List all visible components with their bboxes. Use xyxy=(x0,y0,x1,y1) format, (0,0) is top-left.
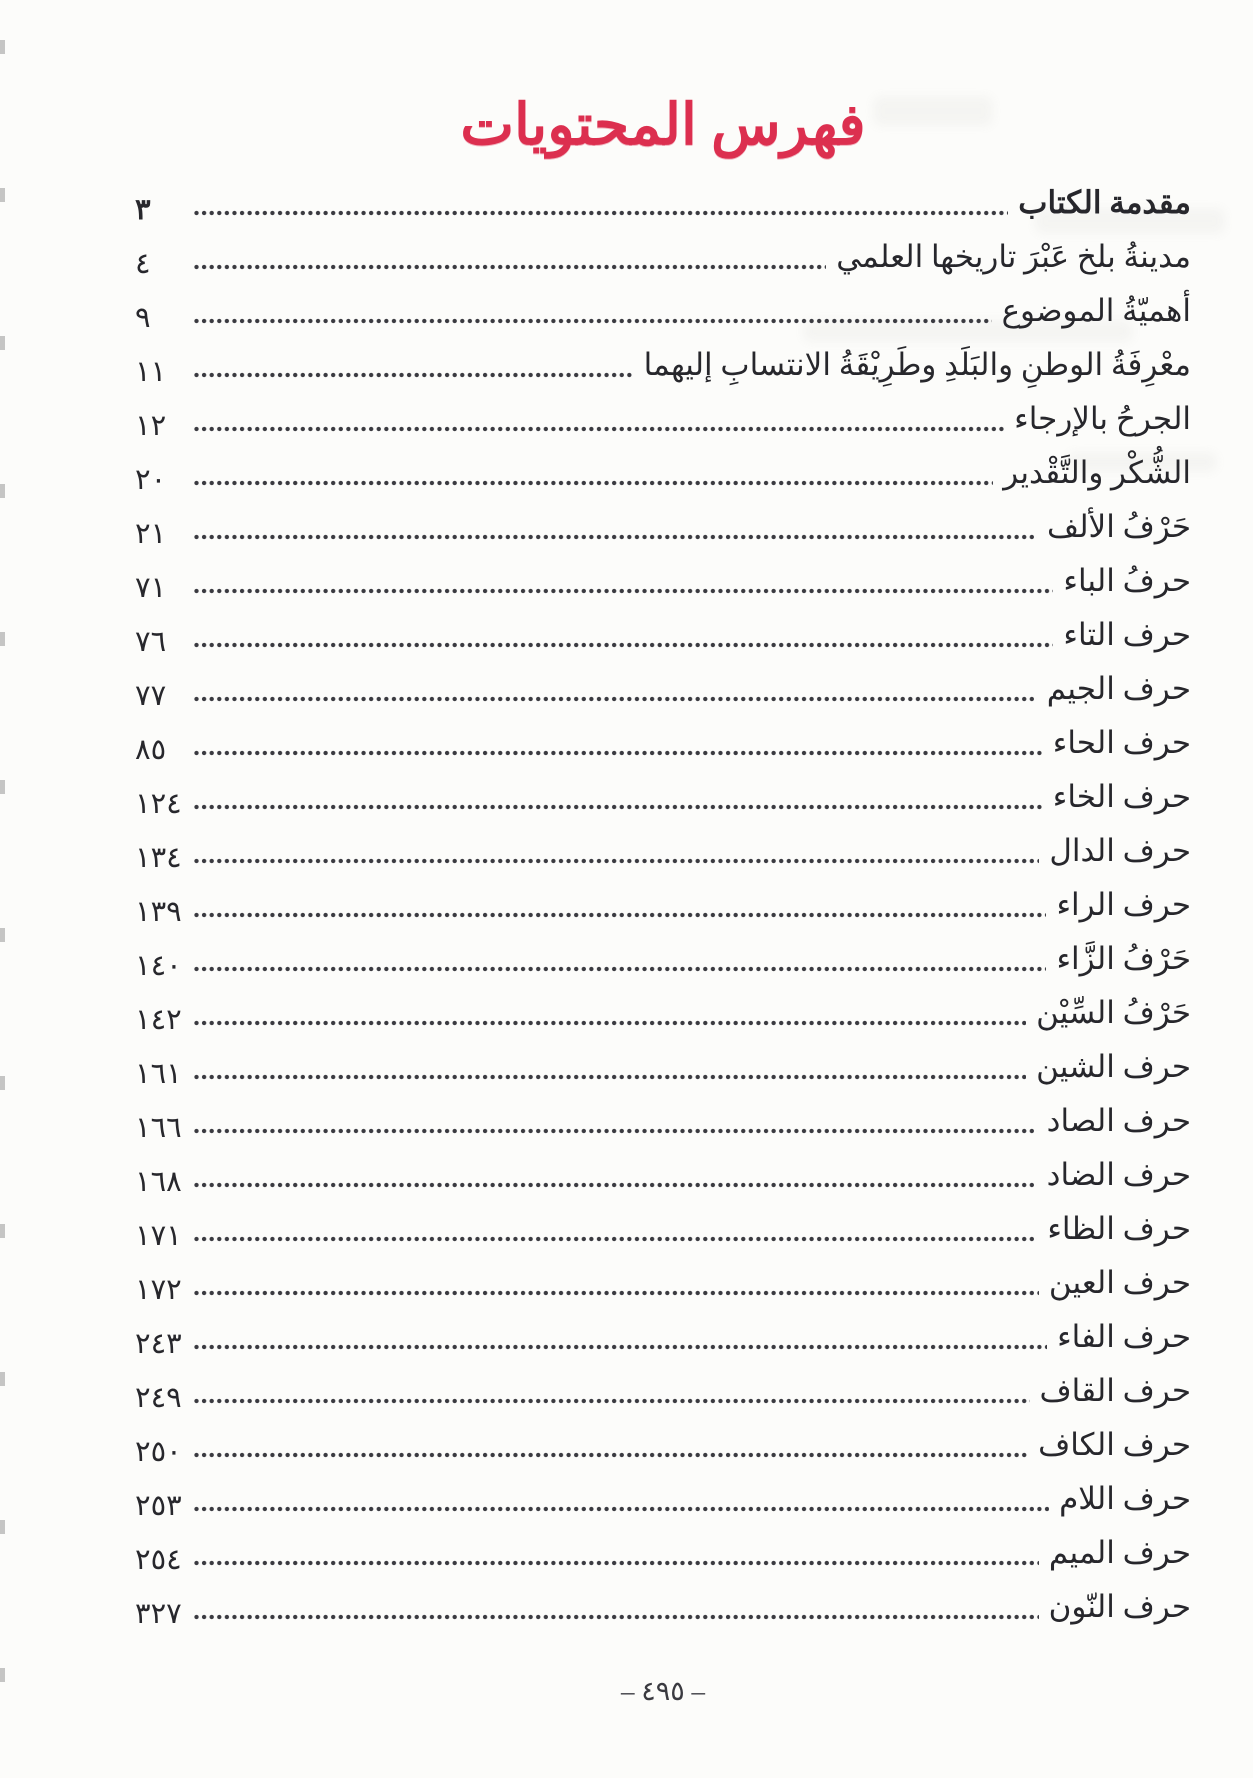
dotted-leader xyxy=(193,1234,1037,1244)
toc-entry-row xyxy=(135,986,1191,1040)
toc-entry-label: حرف العين xyxy=(1048,1265,1191,1300)
toc-entry-row xyxy=(135,338,1191,392)
toc-entry-label: حرف الدال xyxy=(1049,833,1191,868)
toc-entry-row xyxy=(135,932,1191,986)
dotted-leader xyxy=(193,910,1046,920)
toc-entry-page-number: ١٦٨ xyxy=(135,1165,182,1198)
toc-entry-label: أهميّةُ الموضوع xyxy=(1001,293,1191,328)
toc-entry-page-number: ٣٢٧ xyxy=(135,1597,182,1630)
toc-entry-row xyxy=(135,770,1191,824)
toc-entry-page-number: ٧٧ xyxy=(135,679,167,712)
dotted-leader xyxy=(193,532,1037,542)
toc-entry-label: حرف القاف xyxy=(1039,1373,1191,1408)
toc-entry-label: حرف الفاء xyxy=(1057,1319,1191,1354)
footer-page-number: – ٤٩٥ – xyxy=(620,1676,705,1706)
dotted-leader xyxy=(193,316,992,326)
toc-entry-row xyxy=(135,1310,1191,1364)
dotted-leader xyxy=(193,208,1008,218)
dotted-leader xyxy=(193,1342,1047,1352)
dotted-leader xyxy=(193,370,634,380)
dotted-leader xyxy=(193,1450,1028,1460)
dotted-leader xyxy=(193,802,1043,812)
toc-entry-row xyxy=(135,1418,1191,1472)
toc-entry-row xyxy=(135,284,1191,338)
toc-entry-row xyxy=(135,446,1191,500)
toc-entry-label: حرف التاء xyxy=(1063,617,1191,652)
toc-entry-page-number: ٢١ xyxy=(135,517,167,550)
toc-entry-label: حرف الحاء xyxy=(1052,725,1191,760)
toc-entry-page-number: ١٦٦ xyxy=(135,1111,182,1144)
toc-entry-page-number: ٩ xyxy=(135,301,151,334)
toc-entry-row xyxy=(135,176,1191,230)
toc-entry-label: مدينةُ بلخ عَبْرَ تاريخها العلمي xyxy=(836,239,1191,274)
dotted-leader xyxy=(193,586,1053,596)
toc-entry-label: حَرْفُ الزَّاء xyxy=(1056,941,1191,976)
toc-entry-page-number: ١٤٢ xyxy=(135,1003,182,1036)
toc-entry-row xyxy=(135,1364,1191,1418)
dotted-leader xyxy=(193,1504,1049,1514)
toc-entry-page-number: ٢٠ xyxy=(135,463,167,496)
toc-entry-row xyxy=(135,554,1191,608)
dotted-leader xyxy=(193,1126,1037,1136)
toc-entry-page-number: ٢٥٠ xyxy=(135,1435,182,1468)
toc-content xyxy=(135,0,1191,1634)
toc-entry-row xyxy=(135,1526,1191,1580)
toc-entry-page-number: ٧٦ xyxy=(135,625,167,658)
toc-entry-row xyxy=(135,1040,1191,1094)
dotted-leader xyxy=(193,748,1043,758)
dotted-leader xyxy=(193,694,1037,704)
toc-entry-row xyxy=(135,1148,1191,1202)
toc-entry-label: الشُّكْر والتَّقْدير xyxy=(1003,455,1191,490)
toc-entry-row xyxy=(135,824,1191,878)
dotted-leader xyxy=(193,1018,1026,1028)
toc-entry-label: حرف النّون xyxy=(1048,1589,1191,1624)
dotted-leader xyxy=(193,1612,1039,1622)
toc-entry-row xyxy=(135,1202,1191,1256)
dotted-leader xyxy=(193,1396,1030,1406)
toc-entry-label: حَرْفُ السِّيْن xyxy=(1036,995,1191,1030)
dotted-leader xyxy=(193,1558,1039,1568)
dotted-leader xyxy=(193,262,826,272)
dotted-leader xyxy=(193,424,1004,434)
toc-entry-page-number: ١٢ xyxy=(135,409,167,442)
toc-entry-label: حرف الميم xyxy=(1048,1535,1191,1570)
toc-entry-page-number: ٨٥ xyxy=(135,733,167,766)
toc-entry-page-number: ٢٥٣ xyxy=(135,1489,182,1522)
toc-entry-row xyxy=(135,878,1191,932)
toc-entry-label: حرف الراء xyxy=(1056,887,1191,922)
toc-entry-row xyxy=(135,1094,1191,1148)
toc-entry-page-number: ١٧٢ xyxy=(135,1273,182,1306)
toc-entry-page-number: ١٧١ xyxy=(135,1219,182,1252)
toc-entry-label: حرف الجيم xyxy=(1046,671,1191,706)
toc-entry-page-number: ١٣٩ xyxy=(135,895,182,928)
toc-entry-page-number: ١٦١ xyxy=(135,1057,182,1090)
toc-entry-label: الجرحُ بالإرجاء xyxy=(1014,401,1191,436)
toc-entry-page-number: ٢٤٩ xyxy=(135,1381,182,1414)
toc-entry-row xyxy=(135,230,1191,284)
dotted-leader xyxy=(193,478,993,488)
toc-entry-page-number: ١٤٠ xyxy=(135,949,182,982)
toc-entry-label: حرف الخاء xyxy=(1052,779,1191,814)
toc-entry-label: حرف الظاء xyxy=(1047,1211,1191,1246)
page-title: فهرس المحتويات xyxy=(460,94,866,157)
dotted-leader xyxy=(193,1072,1026,1082)
toc-entry-page-number: ٧١ xyxy=(135,571,167,604)
toc-entry-label: حرف اللام xyxy=(1059,1481,1191,1516)
toc-entry-row xyxy=(135,500,1191,554)
dotted-leader xyxy=(193,964,1046,974)
toc-entry-row xyxy=(135,1472,1191,1526)
toc-entry-label: حرف الصاد xyxy=(1046,1103,1191,1138)
toc-entry-row xyxy=(135,392,1191,446)
dotted-leader xyxy=(193,1180,1037,1190)
toc-entry-label: حرفُ الباء xyxy=(1063,563,1191,598)
toc-entry-row xyxy=(135,1580,1191,1634)
toc-entry-page-number: ٣ xyxy=(135,193,151,226)
dotted-leader xyxy=(193,640,1053,650)
toc-entry-label: حرف الضاد xyxy=(1046,1157,1191,1192)
toc-entry-row xyxy=(135,716,1191,770)
toc-entry-page-number: ٢٤٣ xyxy=(135,1327,182,1360)
toc-list xyxy=(135,176,1191,1634)
toc-entry-label: معْرِفَةُ الوطنِ والبَلَدِ وطَرِيْقَةُ الانتسابِ إليهما xyxy=(643,347,1191,382)
dotted-leader xyxy=(193,1288,1039,1298)
toc-entry-page-number: ١٣٤ xyxy=(135,841,182,874)
toc-entry-row xyxy=(135,1256,1191,1310)
toc-entry-row xyxy=(135,608,1191,662)
toc-entry-page-number: ١٢٤ xyxy=(135,787,182,820)
dotted-leader xyxy=(193,856,1039,866)
scan-edge-artifact xyxy=(0,40,5,1740)
toc-entry-label: حَرْفُ الألف xyxy=(1047,509,1191,544)
toc-entry-label: مقدمة الكتاب xyxy=(1018,185,1191,220)
toc-entry-row xyxy=(135,662,1191,716)
toc-entry-page-number: ٢٥٤ xyxy=(135,1543,182,1576)
toc-entry-page-number: ١١ xyxy=(135,355,167,388)
toc-entry-label: حرف الكاف xyxy=(1038,1427,1191,1462)
toc-entry-page-number: ٤ xyxy=(135,247,151,280)
toc-entry-label: حرف الشين xyxy=(1036,1049,1191,1084)
